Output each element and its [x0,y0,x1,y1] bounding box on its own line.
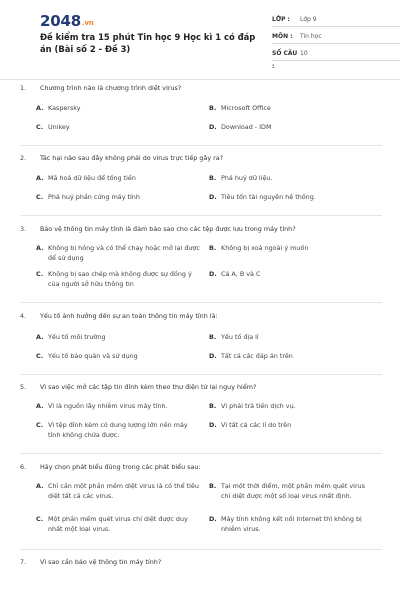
option-letter: B. [209,244,217,252]
option-text: Phá huỷ phần cứng máy tính [48,193,140,201]
meta-key: SỐ CÂU : [272,50,298,70]
answer-option[interactable] [209,244,382,270]
answer-options [20,244,382,298]
option-letter: A. [36,244,44,252]
option-letter: C. [36,270,44,278]
meta-row-subject [272,30,400,44]
question-stem: Vì sao cần bảo vệ thông tin máy tính? [40,558,162,566]
option-letter: C. [36,352,44,360]
option-letter: B. [209,174,217,182]
question-text [20,312,382,321]
document-header [20,0,383,80]
option-letter: A. [36,104,44,112]
logo-suffix: .vn [81,19,94,27]
question-text [20,558,382,567]
option-text: Vì tệp đính kèm có dung lượng lớn nên máy tính không chứa được. [48,421,188,439]
answer-option[interactable] [36,421,209,449]
logo-text: 2048 [40,12,81,30]
answer-option[interactable] [209,104,382,123]
question-stem: Tác hại nào sau đây không phải do virus trực tiếp gây ra? [40,154,224,162]
option-text: Yếu tố địa lí [221,333,259,341]
meta-row-count [272,47,400,70]
answer-option[interactable] [209,270,382,298]
option-letter: B. [209,104,217,112]
meta-value: 10 [300,50,308,57]
option-letter: C. [36,421,44,429]
question-number: 5. [20,383,27,391]
option-text: Máy tính không kết nối Internet thì không bị nhiễm virus. [221,515,362,533]
option-letter: D. [209,123,217,131]
option-text: Phá huỷ dữ liệu. [221,174,273,182]
option-text: Tiêu tốn tài nguyên hệ thống. [221,193,316,201]
meta-value: Tin học [300,33,322,40]
question-stem: Bảo vệ thông tin máy tính là đảm bảo sao cho các tệp được lưu trong máy tính? [40,225,296,233]
option-text: Yếu tố bảo quản và sử dụng [48,352,138,360]
option-letter: D. [209,270,217,278]
option-text: Một phần mềm quét virus chỉ diệt được duy nhất một loại virus. [48,515,188,533]
option-text: Kaspersky [48,104,81,112]
question-number: 2. [20,154,27,162]
answer-option[interactable] [209,515,382,545]
option-letter: A. [36,482,44,490]
question-number: 6. [20,463,27,471]
question-text [20,383,382,392]
question-stem: Yếu tố ảnh hưởng đến sự an toàn thông tin máy tính là: [40,312,218,320]
question-text [20,154,382,163]
question-list [20,84,382,567]
answer-option[interactable] [36,270,209,298]
option-letter: A. [36,333,44,341]
answer-option[interactable] [36,482,209,515]
question-item [20,216,382,303]
option-letter: C. [36,193,44,201]
answer-option[interactable] [209,174,382,193]
answer-option[interactable] [209,402,382,421]
question-text [20,84,382,93]
option-text: Không bị hỏng và có thể chạy hoặc mở lại được để sử dụng [48,244,200,262]
option-text: Microsoft Office [221,104,271,112]
question-number: 4. [20,312,27,320]
question-number: 1. [20,84,27,92]
header-divider [0,79,400,80]
answer-option[interactable] [36,104,209,123]
answer-option[interactable] [36,244,209,270]
option-text: Tại một thời điểm, một phần mềm quét virus chỉ diệt được một số loại virus nhất định. [221,482,365,500]
option-letter: D. [209,515,217,523]
meta-value: Lớp 9 [300,16,317,23]
option-letter: C. [36,515,44,523]
answer-option[interactable] [36,174,209,193]
answer-options [20,104,382,142]
option-text: Download - IDM [221,123,272,131]
option-text: Unikey [48,123,70,131]
option-text: Không bị xoá ngoài ý muốn [221,244,309,252]
answer-option[interactable] [36,193,209,212]
option-text: Chỉ cần một phần mềm diệt virus là có thể tiêu diệt tất cả các virus. [48,482,199,500]
question-text [20,225,382,234]
answer-option[interactable] [36,402,209,421]
option-text: Không bị sao chép mà không được sự đồng ý của người sở hữu thông tin [48,270,192,288]
question-item [20,454,382,550]
question-number: 3. [20,225,27,233]
question-number: 7. [20,558,27,566]
question-item [20,550,382,567]
option-letter: A. [36,402,44,410]
option-text: Vì tất cả các lí do trên [221,421,292,429]
option-text: Tất cả các đáp án trên [221,352,293,360]
question-item [20,146,382,216]
page-title: Đề kiểm tra 15 phút Tin học 9 Học kì 1 có đáp án (Bài số 2 - Đề 3) [40,32,256,54]
question-item [20,375,382,454]
question-stem: Vì sao việc mở các tập tin đính kèm theo thư điện tử lại nguy hiểm? [40,383,257,391]
answer-option[interactable] [209,123,382,142]
question-stem: Hãy chọn phát biểu đúng trong các phát biểu sau: [40,463,201,471]
answer-option[interactable] [209,421,382,449]
answer-options [20,174,382,212]
option-text: Vì phải trả tiền dịch vụ. [221,402,296,410]
option-text: Yếu tố môi trường [48,333,106,341]
option-letter: C. [36,123,44,131]
answer-options [20,402,382,449]
meta-key: LỚP : [272,16,290,23]
option-letter: B. [209,402,217,410]
exam-meta [272,13,400,70]
question-item [20,303,382,375]
answer-option[interactable] [209,193,382,212]
meta-row-class [272,13,400,27]
meta-key: MÔN : [272,33,293,40]
question-text [20,463,382,472]
answer-option[interactable] [36,333,209,352]
option-letter: D. [209,193,217,201]
answer-option[interactable] [36,515,209,545]
site-logo[interactable] [40,12,94,30]
option-text: Mã hoá dữ liệu để tống tiền [48,174,136,182]
answer-option[interactable] [209,333,382,352]
option-text: Cả A, B và C [221,270,261,278]
option-letter: D. [209,421,217,429]
answer-option[interactable] [36,123,209,142]
answer-options [20,482,382,545]
option-letter: B. [209,482,217,490]
option-text: Vì là nguồn lây nhiễm virus máy tính. [48,402,168,410]
answer-option[interactable] [209,352,382,371]
answer-option[interactable] [36,352,209,371]
option-letter: A. [36,174,44,182]
answer-options [20,333,382,371]
question-stem: Chương trình nào là chương trình diệt virus? [40,84,182,92]
question-item [20,84,382,146]
option-letter: B. [209,333,217,341]
option-letter: D. [209,352,217,360]
answer-option[interactable] [209,482,382,515]
